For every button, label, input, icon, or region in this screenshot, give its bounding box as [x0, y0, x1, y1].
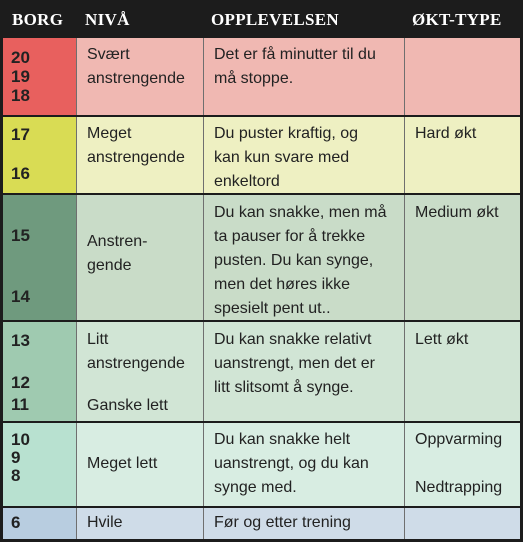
borg-value: 20 [11, 48, 30, 67]
opplevelsen-cell [203, 195, 404, 320]
okt-type-cell [404, 38, 520, 115]
opplevelsen-text: Før og etter trening [214, 514, 351, 531]
borg-cell [3, 508, 76, 539]
borg-value: 18 [11, 86, 30, 105]
opplevelsen-text: spesielt pent ut.. [214, 300, 331, 317]
opplevelsen-cell [203, 508, 404, 539]
borg-cell [3, 195, 76, 320]
opplevelsen-text: Du kan snakke relativt [214, 331, 372, 348]
niva-text: anstrengende [87, 355, 185, 372]
header-opplevelsen: OPPLEVELSEN [211, 10, 339, 29]
header-niva: NIVÅ [85, 10, 130, 29]
opplevelsen-text: ta pauser for å trekke [214, 228, 366, 245]
okt-type-text: Lett økt [415, 331, 469, 348]
table-row-20-18 [3, 38, 520, 115]
borg-value: 13 [11, 331, 30, 350]
opplevelsen-text: Du puster kraftig, og [214, 125, 359, 142]
opplevelsen-text: men det høres ikke [214, 276, 351, 293]
okt-type-text: Nedtrapping [415, 479, 503, 496]
opplevelsen-text: pusten. Du kan synge, [214, 252, 374, 269]
opplevelsen-cell [203, 38, 404, 115]
table-row-6 [3, 508, 520, 539]
okt-type-cell [404, 195, 520, 320]
borg-value: 8 [11, 466, 21, 485]
opplevelsen-text: må stoppe. [214, 70, 294, 87]
borg-value: 16 [11, 164, 30, 183]
table-row-10-8 [3, 423, 520, 506]
niva-text: Hvile [87, 514, 123, 531]
niva-text: Meget [87, 125, 132, 142]
niva-text: gende [87, 257, 132, 274]
opplevelsen-cell [203, 423, 404, 506]
opplevelsen-text: uanstrengt, men det er [214, 355, 375, 372]
table-row-13-11 [3, 322, 520, 421]
header-okt-type: ØKT-TYPE [412, 10, 502, 29]
niva-text: Ganske lett [87, 397, 168, 414]
borg-value: 9 [11, 448, 21, 467]
borg-cell [3, 38, 76, 115]
okt-type-cell [404, 322, 520, 421]
borg-cell [3, 117, 76, 193]
niva-text: Anstren- [87, 233, 148, 250]
opplevelsen-cell [203, 322, 404, 421]
niva-text: anstrengende [87, 149, 185, 166]
borg-value: 14 [11, 287, 30, 306]
opplevelsen-text: enkeltord [214, 173, 280, 190]
niva-cell [76, 508, 203, 539]
okt-type-cell [404, 117, 520, 193]
opplevelsen-cell [203, 117, 404, 193]
niva-cell [76, 195, 203, 320]
borg-value: 10 [11, 430, 30, 449]
borg-value: 6 [11, 513, 21, 532]
borg-value: 11 [11, 395, 29, 414]
opplevelsen-text: Du kan snakke helt [214, 431, 351, 448]
okt-type-text: Oppvarming [415, 431, 503, 448]
niva-cell [76, 38, 203, 115]
niva-cell [76, 423, 203, 506]
niva-cell [76, 322, 203, 421]
niva-text: Meget lett [87, 455, 158, 472]
okt-type-cell [404, 423, 520, 506]
table-row-15-14 [3, 195, 520, 320]
header-borg: BORG [12, 10, 64, 29]
okt-type-text: Hard økt [415, 125, 477, 142]
niva-text: Svært [87, 46, 130, 63]
niva-text: Litt [87, 331, 109, 348]
borg-value: 15 [11, 226, 30, 245]
opplevelsen-text: synge med. [214, 479, 297, 496]
opplevelsen-text: uanstrengt, og du kan [214, 455, 369, 472]
opplevelsen-text: Du kan snakke, men må [214, 204, 387, 221]
table-row-17-16 [3, 117, 520, 193]
opplevelsen-text: Det er få minutter til du [214, 46, 376, 63]
borg-cell [3, 423, 76, 506]
niva-text: anstrengende [87, 70, 185, 87]
okt-type-text: Medium økt [415, 204, 499, 221]
borg-cell [3, 322, 76, 421]
okt-type-cell [404, 508, 520, 539]
borg-value: 12 [11, 373, 30, 392]
borg-value: 17 [11, 125, 30, 144]
niva-cell [76, 117, 203, 193]
opplevelsen-text: kan kun svare med [214, 149, 350, 166]
opplevelsen-text: litt slitsomt å synge. [214, 379, 354, 396]
borg-value: 19 [11, 67, 30, 86]
